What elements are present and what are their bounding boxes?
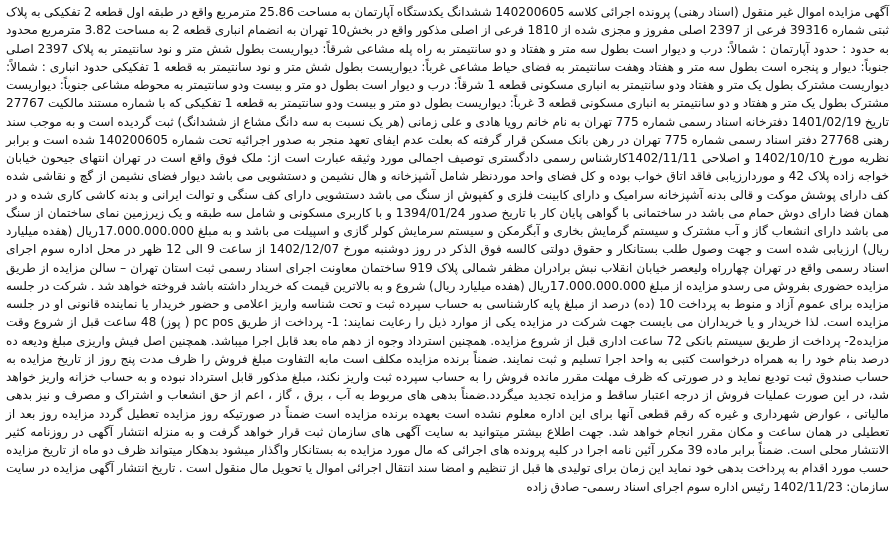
- auction-notice-body: آگهی مزایده اموال غیر منقول (اسناد رهنی) پرونده اجرائی کلاسه 140200605 ششدانگ یکدستگاه آپارتمان به مساحت 25.86 مترمربع واقع در طبقه اول قطعه 2 تفکیکی به پلاک ثبتی شماره 39316 فرعی از 2397 اصلی مفروز و مجزی شده از 1810 فرعی از اصلی مذکور واقع در بخش10 تهران به انضمام انباری قطعه 2 به مساحت 3.82 مترمربع محدود به حدود : حدود آپارتمان : شمالاً: درب و دیوار است بطول سه متر و هفتاد و دو سانتیمتر به راه پله مشاعی شرقاً: دیواریست بطول شش متر و نود سانتیمتر به پلاک 2397 اصلی جنوباً: دیوار و پنجره است بطول سه متر و هفتاد وهفت سانتیمتر به فضای حیاط مشاعی غرباً: دیواریست بطول شش متر و نود سانتیمتر به قطعه 1 تفکیکی حدود انباری : شمالاً: دیواریست مشترک بطول یک متر و هفتاد ودو سانتیمتر به انباری مسکونی قطعه 1 شرقاً: درب و دیوار است بطول دو متر و بیست ودو سانتیمتر به محوطه مشاعی جنوباً: دیواریست مشترک بطول یک متر و هفتاد و دو سانتیمتر به انباری مسکونی قطعه 3 غرباً: دیواریست بطول دو متر و بیست ودو سانتیمتر به قطعه 1 تفکیکی که با شماره مستند مالکیت 27767 تاریخ 1401/02/19 دفترخانه اسناد رسمی شماره 775 تهران به نام خانم رویا هادی و علی زمانی (هر یک نسبت به سه دانگ مشاع از ششدانگ) ثبت گردیده است و به موجب سند رهنی 27768 دفتر اسناد رسمی شماره 775 تهران در رهن بانک مسکن قرار گرفته که بعلت عدم ایفای تعهد منجر به صدور اجرائیه تحت شماره 140200605 شده است و برابر نظریه مورخ 1402/10/10 و اصلاحی 1402/11/11کارشناس رسمی دادگستری توصیف اجمالی مورد وثیقه عبارت است از: ملک فوق واقع است در تهران انتهای جیحون خیابان خواجه زاده پلاک 42 و موردارزیابی فاقد اتاق خواب بوده و کل فضای واحد موردنظر شامل آشپزخانه و هال نشیمن و دستشویی می باشد دیوار فضای نشیمن از گچ و نقاشی شده کف دارای پوشش موکت و قالی بدنه آشپزخانه سرامیک و دارای کابینت فلزی و کفپوش از سنگ می باشد دستشویی دارای کف سنگی و توالت ایرانی و بدنه کاشی کاری شده و در همان فضا دارای دوش حمام می باشد در ساختمانی با گواهی پایان کار با تاریخ صدور 1394/01/24 و با کاربری مسکونی و شامل سه طبقه و یک زیرزمین نمای ساختمان از سنگ می باشد دارای انشعاب گاز و آب مشترک و سیستم گرمایش بخاری و آبگرمکن و سیستم سرمایش کولر گازی و اسپیلت می باشد و به مبلغ 17.000.000.000ریال (هفده میلیارد ریال) ارزیابی شده است و جهت وصول طلب بستانکار و حقوق دولتی کالسه فوق الذکر در روز دوشنبه مورخ 1402/12/07 از ساعت 9 الی 12 ظهر در محل اداره سوم اجرای اسناد رسمی واقع در تهران چهارراه ولیعصر خیابان انقلاب نبش برادران مظفر شمالی پلاک 919 ساختمان معاونت اجرای اسناد رسمی ثبت استان تهران – سالن مزایده از طریق مزایده حضوری بفروش می رسدو مزایده از مبلغ 17.000.000.000ریال (هفده میلیارد ریال) شروع و به بالاترین قیمت که خریدار داشته باشد فروخته خواهد شد . شرکت در جلسه مزایده برای عموم آزاد و منوط به پرداخت 10 (ده) درصد از مبلغ پایه کارشناسی به حساب سپرده ثبت و تحت شناسه واریز اعلامی و حضور خریدار یا نماینده قانونی او در جلسه مزایده است. لذا خریدار و یا خریداران می بایست جهت شرکت در مزایده یکی از موارد ذیل را رعایت نمایند: 1- پرداخت از طریق pc pos ( پوز) 48 ساعت قبل از شروع وقت مزایده2- پرداخت از طریق سیستم بانکی 72 ساعت اداری قبل از شروع مزایده. همچنین استرداد وجوه از دهم ماه بعد قابل اجرا میباشد. همچنین اصل فیش واریزی مبلغ ودیعه ده درصد بنام خود را به همراه درخواست کتبی به واحد اجرا تسلیم و ثبت نمایند. ضمناً برنده مزایده مکلف است مابه التفاوت مبلغ فروش را ظرف مدت پنج روز از تاریخ مزایده به حساب صندوق ثبت تودیع نماید و در صورتی که ظرف مهلت مقرر مانده فروش را به حساب سپرده ثبت واریز نکند، مبلغ مذکور قابل استرداد نبوده و به حساب خزانه واریز خواهد شد، در این صورت عملیات فروش از درجه اعتبار ساقط و مزایده تجدید میگردد.ضمناً بدهی های مربوط به آب ، برق ، گاز ، اعم از حق انشعاب و اشتراک و مصرف و نیز بدهی مالیاتی ، عوارض شهرداری و غیره که رقم قطعی آنها برای این اداره معلوم نشده است بعهده برنده مزایده است ضمناً در صورتیکه روز مزایده تعطیل گردد مزایده روز بعد از تعطیلی در همان ساعت و مکان مقرر انجام خواهد شد. جهت اطلاع بیشتر میتوانید به سایت آگهی های سازمان ثبت قرار خواهد گرفت و به منزله انتشار آگهی در روزنامه کثیر الانتشار محلی است. ضمناً برابر ماده 39 مکرر آئین نامه اجرا در کلیه پرونده های اجرائی که مال مورد مزایده به بستانکار واگذار میشود بدهکار میتواند ظرف دو ماه از تاریخ مزایده حسب مورد اقدام به پرداخت بدهی خود نماید این زمان برای تولیدی ها قبل از تنظیم و امضا سند انتقال اجرائی اموال یا تحویل مال منقول است . تاریخ انتشار آگهی مزایده در سایت سازمان: 1402/11/23 رئیس اداره سوم اجرای اسناد رسمی- صادق زاده: [6, 5, 890, 494]
